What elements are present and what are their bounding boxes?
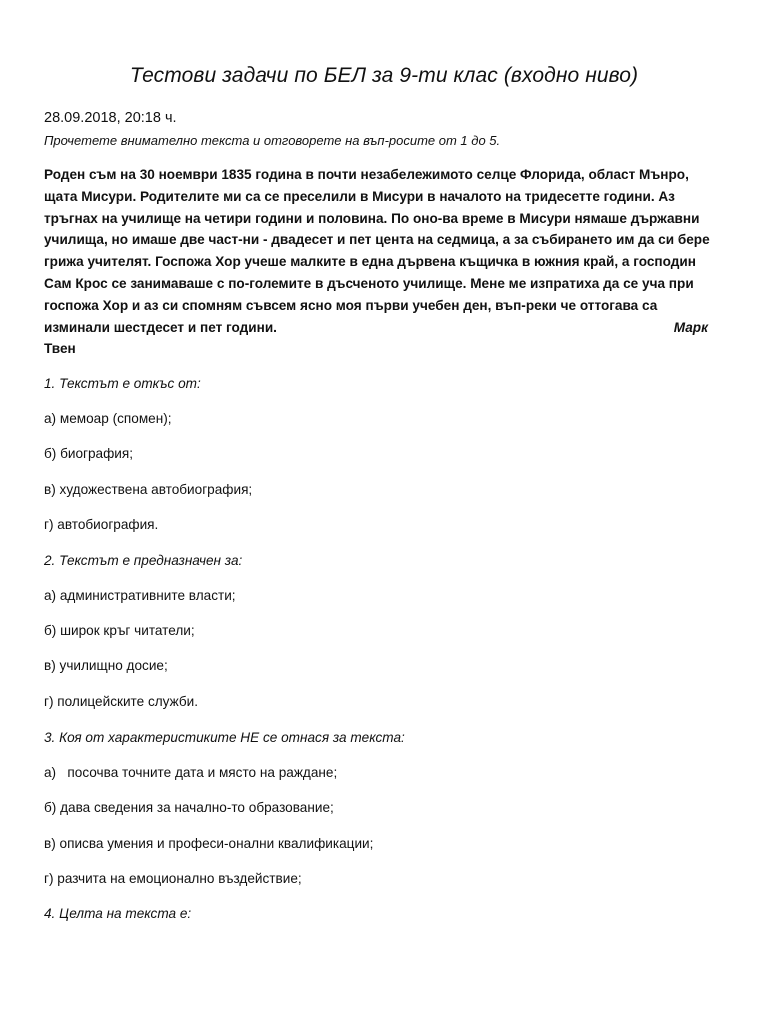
question-2-option-c: в) училищно досие; <box>44 658 168 673</box>
question-3-option-b: б) дава сведения за начално-то образование; <box>44 800 334 815</box>
question-1-option-d: г) автобиография. <box>44 517 159 532</box>
passage-line: училища, но имаше две част-ни - двадесет и пет цента на седмица, а за събирането им да си бере <box>44 232 710 248</box>
question-1-option-a: а) мемоар (спомен); <box>44 411 172 426</box>
question-1-option-b: б) биография; <box>44 446 134 461</box>
question-2-option-d: г) полицейските служби. <box>44 694 199 709</box>
passage-line: тръгнах на училище на четири години и половина. По оно-ва време в Мисури нямаше държавни <box>44 210 700 226</box>
question-2: 2. Текстът е предназначен за: <box>44 553 243 568</box>
reading-passage <box>44 164 710 360</box>
passage-line-text: изминали шестдесет и пет години. <box>44 319 277 335</box>
question-3-option-d: г) разчита на емоционално въздействие; <box>44 871 302 886</box>
question-1: 1. Текстът е откъс от: <box>44 376 201 391</box>
passage-line: грижа учителят. Госпожа Хор учеше малките в една дървена къщичка в южния край, а господин <box>44 254 696 270</box>
question-3-option-c: в) описва умения и професи-онални квалификации; <box>44 836 374 851</box>
passage-line: Роден съм на 30 ноември 1835 година в почти незабележимото селце Флорида, област Мънро, <box>44 167 689 182</box>
question-2-option-a: а) административните власти; <box>44 588 236 603</box>
question-4: 4. Целта на текста е: <box>44 906 192 921</box>
passage-line: госпожа Хор и аз си спомням съвсем ясно моя първи учебен ден, въп-реки че оттогава са <box>44 297 658 313</box>
passage-line: Сам Крос се занимаваше с по-големите в дъсченото училище. Мене ме изпратиха да се уча при <box>44 275 694 291</box>
question-3-option-a: а) посочва точните дата и място на раждане; <box>44 765 338 780</box>
author-first-name: Марк <box>673 319 708 335</box>
passage-line <box>44 317 706 339</box>
publish-date: 28.09.2018, 20:18 ч. <box>44 110 177 126</box>
author-last-name: Твен <box>44 341 76 357</box>
question-3: 3. Коя от характеристиките НЕ се отнася за текста: <box>44 730 405 745</box>
instruction-text: Прочетете внимателно текста и отговорете на въп-росите от 1 до 5. <box>44 133 501 148</box>
passage-line: щата Мисури. Родителите ми са се преселили в Мисури в началото на тридесетте години. Аз <box>44 188 675 204</box>
question-1-option-c: в) художествена автобиография; <box>44 482 253 497</box>
page-title: Тестови задачи по БЕЛ за 9-ти клас (входно ниво) <box>129 64 639 87</box>
question-2-option-b: б) широк кръг читатели; <box>44 623 195 638</box>
